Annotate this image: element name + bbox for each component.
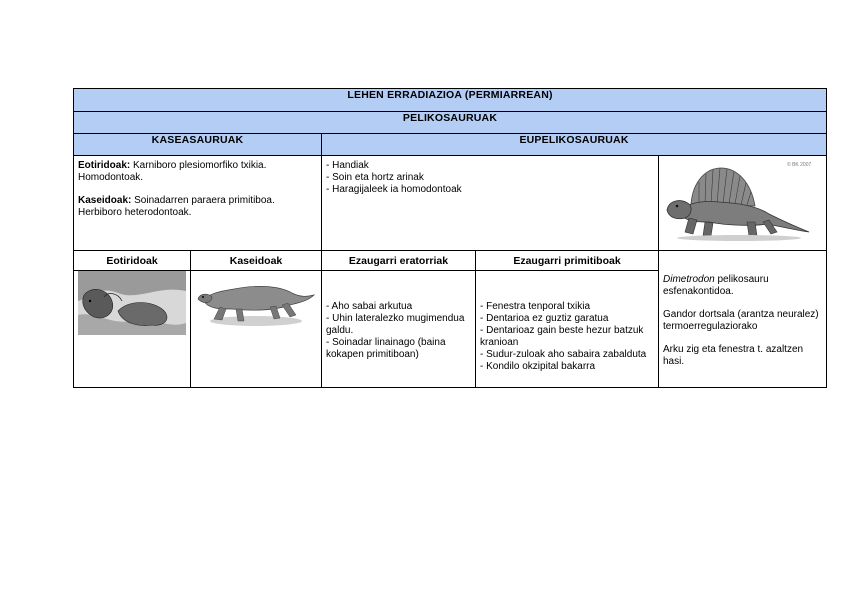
dimetrodon-line2: Gandor dortsala (arantza neuralez) termoerregulaziorako <box>663 309 822 332</box>
dimetrodon-description <box>659 251 827 388</box>
kaseasaurs-description <box>74 156 322 251</box>
eotiridoak-image-cell <box>74 271 191 388</box>
pelycosaur-table <box>73 88 827 388</box>
primitive-trait: - Sudur-zuloak aho sabaira zabalduta <box>480 349 647 360</box>
trait-line: - Handiak <box>326 160 369 171</box>
kaseidoak-text: Soinadarren paraera primitiboa. Herbiboro heterodontoak. <box>78 195 278 218</box>
primitive-trait: - Dentarioa ez guztiz garatua <box>480 313 609 324</box>
dimetrodon-line3: Arku zig eta fenestra t. azaltzen hasi. <box>663 344 806 367</box>
dimetrodon-illustration <box>659 156 819 244</box>
eotiridoak-text: Karniboro plesiomorfiko txikia. Homodontoak. <box>78 160 270 183</box>
subheader-derived-traits: Ezaugarri eratorriak <box>322 251 476 271</box>
primitive-traits <box>476 271 659 388</box>
trait-line: - Soin eta hortz arinak <box>326 172 424 183</box>
derived-trait: - Aho sabai arkutua <box>326 301 413 312</box>
subheader-kaseidoak: Kaseidoak <box>191 251 322 271</box>
image-credit: © BK 2007 <box>787 162 812 168</box>
eotiridoak-illustration <box>78 271 186 335</box>
table-subtitle: PELIKOSAURUAK <box>74 112 827 134</box>
primitive-trait: - Dentarioaz gain beste hezur batzuk kranioan <box>480 325 647 348</box>
kaseidoak-illustration <box>194 271 318 329</box>
group-header-kaseasaurs: KASEASAURUAK <box>74 134 322 156</box>
derived-traits <box>322 271 476 388</box>
subheader-eotiridoak: Eotiridoak <box>74 251 191 271</box>
dimetrodon-name: Dimetrodon <box>663 274 715 285</box>
kaseidoak-label: Kaseidoak: <box>78 195 132 206</box>
eupelikosaurs-traits <box>322 156 659 251</box>
table-title: LEHEN ERRADIAZIOA (PERMIARREAN) <box>74 89 827 112</box>
derived-trait: - Soinadar linainago (baina kokapen primitiboan) <box>326 337 449 360</box>
dimetrodon-line1: pelikosauru esfenakontidoa. <box>663 274 772 297</box>
primitive-trait: - Kondilo okzipital bakarra <box>480 361 596 372</box>
dimetrodon-image-cell <box>659 156 827 251</box>
trait-line: - Haragijaleek ia homodontoak <box>326 184 462 195</box>
kaseidoak-image-cell <box>191 271 322 388</box>
group-header-eupelikosaurs: EUPELIKOSAURUAK <box>322 134 827 156</box>
eotiridoak-label: Eotiridoak: <box>78 160 131 171</box>
derived-trait: - Uhin lateralezko mugimendua galdu. <box>326 313 468 336</box>
subheader-primitive-traits: Ezaugarri primitiboak <box>476 251 659 271</box>
primitive-trait: - Fenestra tenporal txikia <box>480 301 591 312</box>
